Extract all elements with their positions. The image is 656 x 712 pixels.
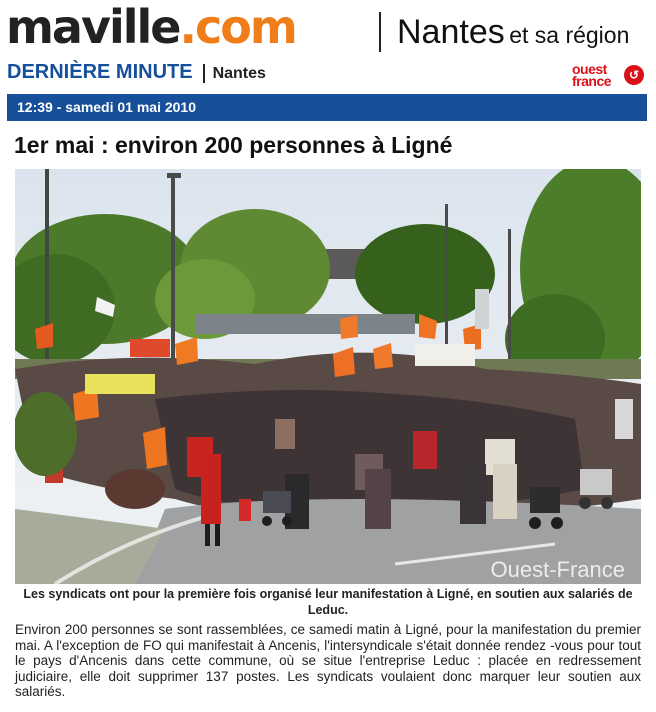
article-title: 1er mai : environ 200 personnes à Ligné: [14, 132, 453, 158]
section-divider: [203, 64, 205, 83]
section-city[interactable]: Nantes: [212, 65, 266, 82]
photo-caption: Les syndicats ont pour la première fois organisé leur manifestation à Ligné, en soutien aux salariés de Leduc.: [23, 587, 633, 617]
article-photo: [15, 169, 641, 584]
section-bar: [7, 58, 266, 86]
city-heading: [397, 12, 629, 59]
ouest-france-mark-icon: ↺: [624, 65, 644, 85]
ouest-france-logo-line2: france: [572, 73, 612, 89]
logo-dot-com: .com: [179, 0, 296, 54]
ouest-france-logo-line1: ouest: [572, 61, 607, 77]
article-datetime: 12:39 - samedi 01 mai 2010: [7, 94, 647, 121]
maville-logo[interactable]: [6, 2, 296, 52]
city-subtitle: et sa région: [509, 22, 630, 48]
photo-watermark: Ouest-France: [490, 557, 625, 582]
header-divider: [379, 12, 381, 52]
logo-main: maville: [6, 0, 180, 54]
ouest-france-logo[interactable]: [572, 62, 646, 88]
city-name: Nantes: [397, 13, 505, 51]
article-body: Environ 200 personnes se sont rassemblées, ce samedi matin à Ligné, pour la manifestation du premier mai. A l'exception de FO qui manifestait à Ancenis, l'intersyndicale s'était donnée rendez -vous pour tout le pays d'Ancenis dans cette commune, où se situe l'entreprise Leduc : placée en redressement judiciaire, elle doit supprimer 137 postes. Les syndicats voulaient donc marquer leur soutien aux salariés.: [15, 622, 641, 699]
crowd-photo-illustration: [15, 169, 641, 584]
site-header: [0, 0, 656, 60]
section-title[interactable]: DERNIÈRE MINUTE: [7, 61, 193, 83]
